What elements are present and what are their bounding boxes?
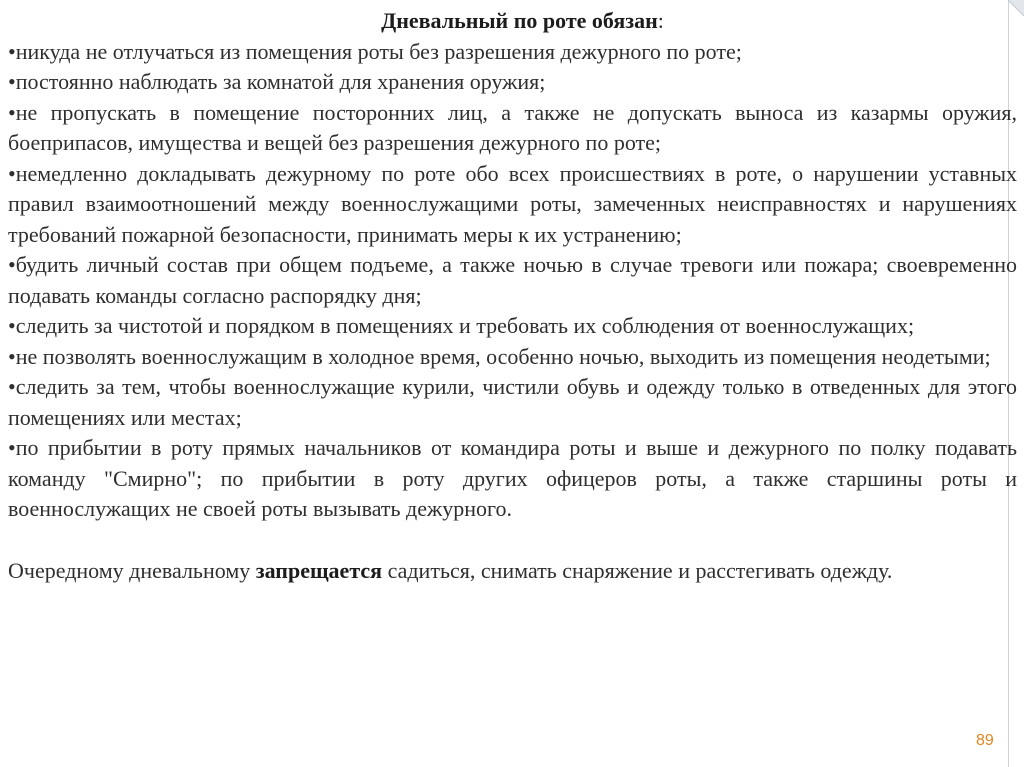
document-body bbox=[8, 6, 1017, 586]
paragraph-spacer bbox=[8, 525, 1017, 556]
prohibition-note-emphasis: запрещается bbox=[255, 557, 383, 583]
page-title-text: Дневальный по роте обязан bbox=[381, 8, 658, 33]
page-title bbox=[8, 6, 1017, 37]
duty-item: •никуда не отлучаться из помещения роты без разрешения дежурного по роте; bbox=[8, 38, 742, 64]
page-title-colon: : bbox=[657, 8, 664, 33]
duty-item: •не пропускать в помещение посторонних лиц, а также не допускать выноса из казармы оружия, боеприпасов, имущества и вещей без разрешения дежурного по роте; bbox=[8, 99, 1017, 155]
duty-item: •будить личный состав при общем подъеме, а также ночью в случае тревоги или пожара; своевременно подавать команды согласно распорядку дня; bbox=[8, 252, 1017, 308]
duty-item: •не позволять военнослужащим в холодное время, особенно ночью, выходить из помещения неодетыми; bbox=[8, 343, 991, 369]
page-number: 89 bbox=[976, 732, 994, 749]
duty-item: •следить за чистотой и порядком в помещениях и требовать их соблюдения от военнослужащих; bbox=[8, 313, 915, 338]
prohibition-note bbox=[8, 556, 1017, 587]
duty-item: •постоянно наблюдать за комнатой для хранения оружия; bbox=[8, 69, 546, 94]
prohibition-note-lead: Очередному дневальному bbox=[8, 557, 256, 583]
duty-item: •следить за тем, чтобы военнослужащие курили, чистили обувь и одежду только в отведенных для этого помещениях или местах; bbox=[8, 374, 1017, 430]
duty-item: •немедленно докладывать дежурному по роте обо всех происшествиях в роте, о нарушении уставных правил взаимоотношений между военнослужащими роты, замеченных неисправностях и нарушениях требований пожарной безопасности, принимать меры к их устранению; bbox=[8, 160, 1017, 247]
duty-item: •по прибытии в роту прямых начальников от командира роты и выше и дежурного по полку подавать команду "Смирно"; по прибытии в роту других офицеров роты, а также старшины роты и военнослужащих не своей роты вызывать дежурного. bbox=[8, 435, 1017, 521]
prohibition-note-tail: садиться, снимать снаряжение и расстегивать одежду. bbox=[382, 557, 893, 583]
